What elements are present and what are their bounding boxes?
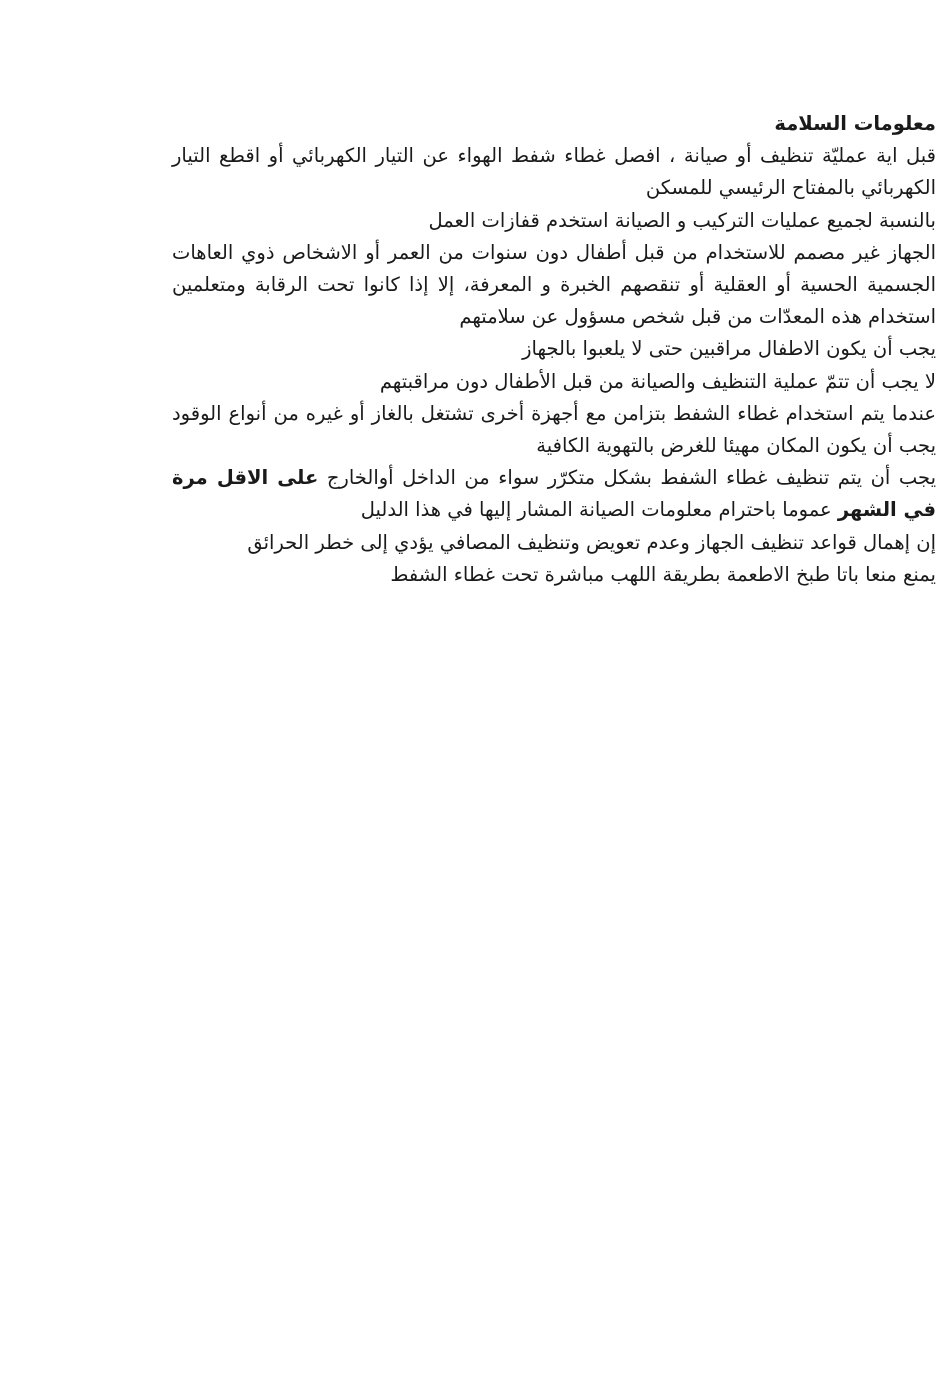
paragraph-gloves: بالنسبة لجميع عمليات التركيب و الصيانة استخدم قفازات العمل xyxy=(428,208,936,232)
paragraph-supervise-children: يجب أن يكون الاطفال مراقبين حتى لا يلعبوا بالجهاز xyxy=(522,337,936,361)
safety-section xyxy=(172,108,936,591)
paragraph-disconnect-power: قبل اية عمليّة تنظيف أو صيانة ، افصل غطاء شفط الهواء عن التيار الكهربائي أو اقطع التيار الكهربائي بالمفتاح الرئيسي للمسكن xyxy=(172,144,936,200)
section-title: معلومات السلامة xyxy=(774,112,936,135)
paragraph-cleaning-frequency xyxy=(172,462,936,526)
paragraph-fire-risk: إن إهمال قواعد تنظيف الجهاز وعدم تعويض وتنظيف المصافي يؤدي إلى خطر الحرائق xyxy=(247,530,936,554)
cleaning-frequency-emphasis: على الاقل مرة في الشهر xyxy=(172,466,936,522)
paragraph-no-flambe: يمنع منعا باتا طبخ الاطعمة بطريقة اللهب مباشرة تحت غطاء الشفط xyxy=(390,562,936,586)
cleaning-text-before: يجب أن يتم تنظيف غطاء الشفط بشكل متكرّر سواء من الداخل أوالخارج xyxy=(326,466,936,490)
paragraph-not-for-children: الجهاز غير مصمم للاستخدام من قبل أطفال دون سنوات من العمر أو الاشخاص ذوي العاهات الجسمية الحسية أو العقلية أو تنقصهم الخبرة و المعرفة، إلا إذا كانوا تحت الرقابة ومتعلمين استخدام هذه المعدّات من قبل شخص مسؤول عن سلامتهم xyxy=(172,240,936,329)
cleaning-text-after: عموما باحترام معلومات الصيانة المشار إليها في هذا الدليل xyxy=(360,498,832,522)
paragraph-cleaning-by-children: لا يجب أن تتمّ عملية التنظيف والصيانة من قبل الأطفال دون مراقبتهم xyxy=(379,369,936,393)
paragraph-ventilation: عندما يتم استخدام غطاء الشفط بتزامن مع أجهزة أخرى تشتغل بالغاز أو غيره من أنواع الوقود يجب أن يكون المكان مهيئا للغرض بالتهوية الكافية xyxy=(172,401,936,458)
